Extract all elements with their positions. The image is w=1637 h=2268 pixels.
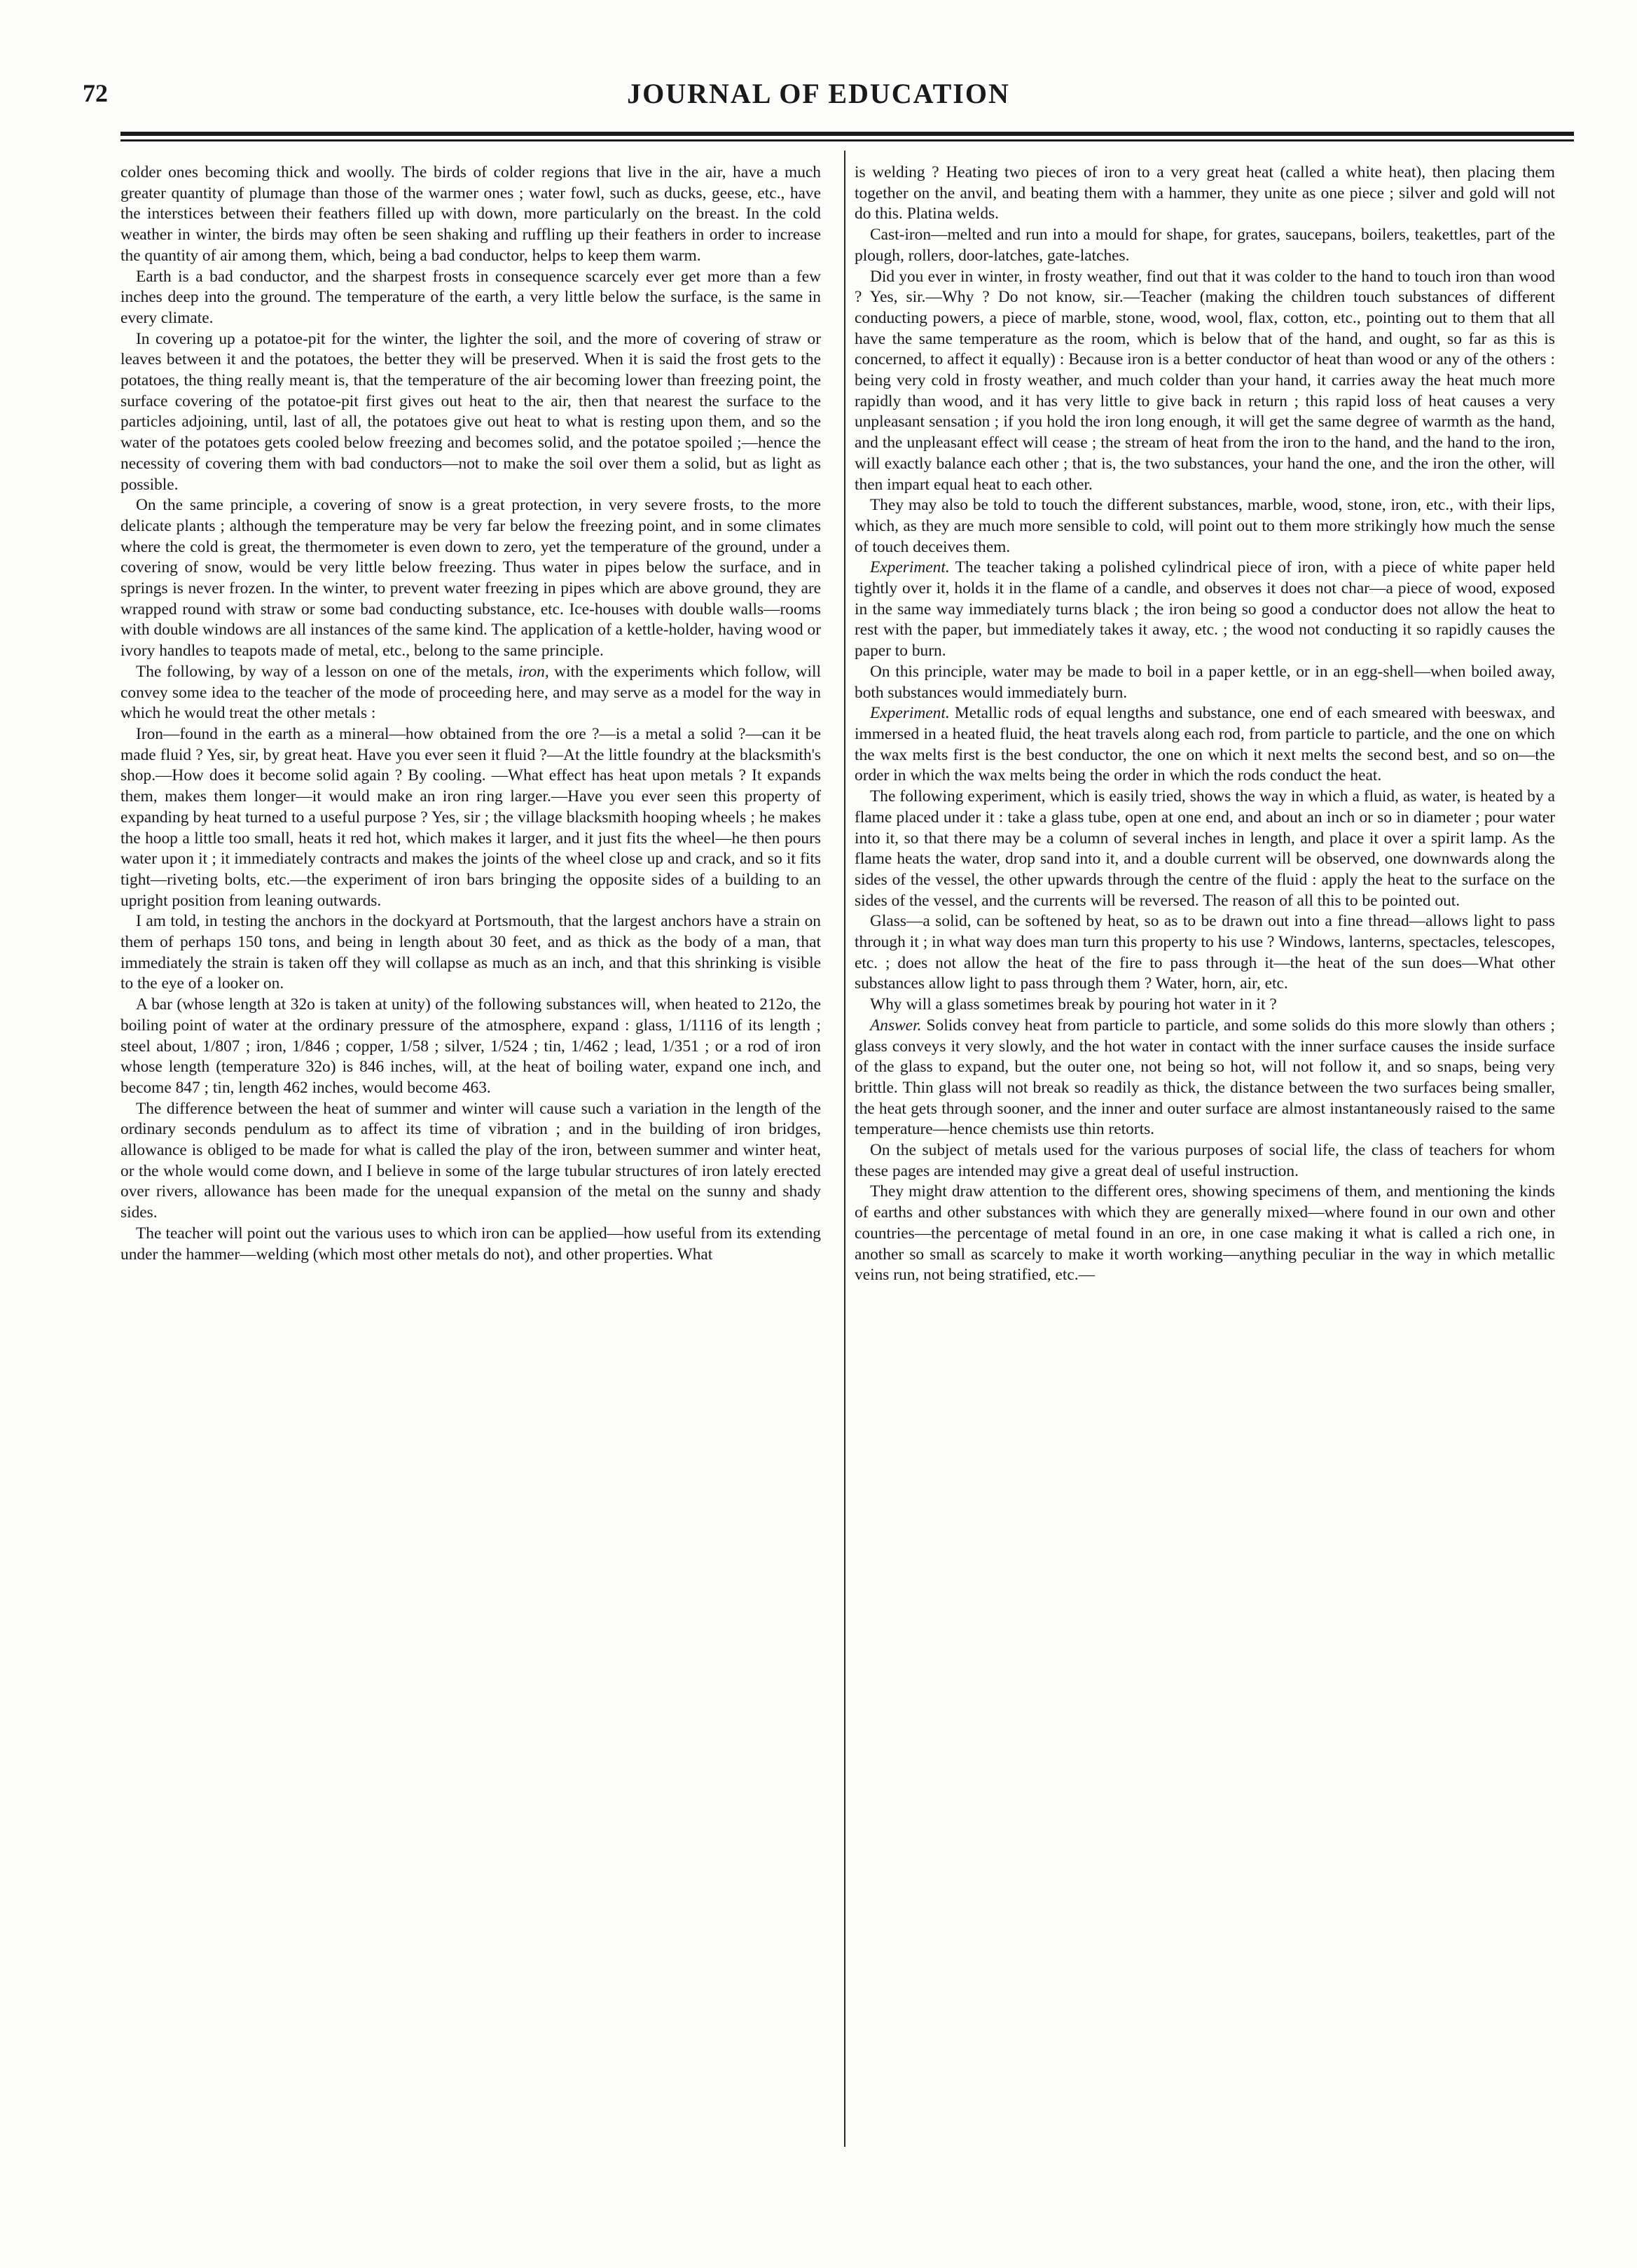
paragraph-text: The following, by way of a lesson on one of the metals, (136, 662, 518, 681)
italic-term: iron, (518, 662, 549, 681)
paragraph: On the same principle, a covering of snow is a great protection, in very severe frosts, to the more delicate plants ; although the temperature may be very far below the freezing point, and in some climates where the cold is great, the thermometer is even down to zero, yet the temperature of the ground, under a covering of snow, would be very little below freezing. Thus water in pipes below the surface, and in springs is never frozen. In the winter, to prevent water freezing in pipes which are above ground, they are wrapped round with straw or some bad conducting substance, etc. Ice-houses with double walls—rooms with double windows are all instances of the same kind. The application of a kettle-holder, having wood or ivory handles to teapots made of metal, etc., belong to the same principle. (120, 496, 821, 661)
running-title: JOURNAL OF EDUCATION (627, 78, 1010, 109)
paragraph: The difference between the heat of summer and winter will cause such a variation in the length of the ordinary seconds pendulum as to affect its time of vibration ; and in the building of iron bridges, allowance is obliged to be made for what is called the play of the iron, between summer and winter heat, or the whole would come down, and I believe in some of the large tubular structures of iron lately erected over rivers, allowance has been made for the unequal expansion of the metal on the sunny and shady sides. (120, 1099, 821, 1222)
paragraph (855, 558, 1555, 662)
paragraph: Why will a glass sometimes break by pouring hot water in it ? (870, 995, 1277, 1014)
paragraph (855, 1016, 1555, 1140)
paragraph: Cast-iron—melted and run into a mould for shape, for grates, saucepans, boilers, teakettles, part of the plough, rollers, door-latches, gate-latches. (855, 226, 1555, 265)
paragraph: A bar (whose length at 32o is taken at unity) of the following substances will, when heated to 212o, the boiling point of water at the ordinary pressure of the atmosphere, expand : glass, 1/1116 of its length ; steel about, 1/807 ; iron, 1/846 ; copper, 1/58 ; silver, 1/524 ; tin, 1/462 ; lead, 1/351 ; or a rod of iron whose length (temperature 32o) is 846 inches, will, at the heat of boiling water, expand one inch, and become 847 ; tin, length 462 inches, would become 463. (120, 995, 821, 1097)
italic-term: Answer. (870, 1016, 922, 1035)
paragraph: Earth is a bad conductor, and the sharpest frosts in consequence scarcely ever get more than a few inches deep into the ground. The temperature of the earth, a very little below the surface, is the same in every climate. (120, 267, 821, 327)
paragraph: is welding ? Heating two pieces of iron to a very great heat (called a white heat), then placing them together on the anvil, and beating them with a hammer, they unite as one piece ; silver and gold will not do this. Platina welds. (855, 163, 1555, 223)
paragraph: colder ones becoming thick and woolly. The birds of colder regions that live in the air, have a much greater quantity of plumage than those of the warmer ones ; water fowl, such as ducks, geese, etc., have the interstices between their feathers filled up with down, more particularly on the breast. In the cold weather in winter, the birds may often be seen shaking and ruffling up their feathers in order to increase the quantity of air among them, which, being a bad conductor, helps to keep them warm. (120, 163, 821, 265)
right-column (855, 163, 1555, 1286)
italic-term: Experiment. (870, 704, 950, 723)
italic-term: Experiment. (870, 558, 950, 577)
paragraph: Glass—a solid, can be softened by heat, so as to be drawn out into a fine thread—allows light to pass through it ; in what way does man turn this property to his use ? Windows, lanterns, spectacles, telescopes, etc. ; does not allow the heat of the fire to pass through it—the heat of the sun does—What other substances allow light to pass through them ? Water, horn, air, etc. (855, 912, 1555, 993)
paragraph: On this principle, water may be made to boil in a paper kettle, or in an egg-shell—when boiled away, both substances would immediately burn. (855, 662, 1555, 702)
left-column (120, 163, 821, 1265)
paragraph-text: Solids convey heat from particle to particle, and some solids do this more slowly than others ; glass conveys it very slowly, and the hot water in contact with the inner surface causes the inside surface of the glass to expand, but the outer one, not being so hot, will not follow it, and so snaps, being very brittle. Thin glass will not break so readily as thick, the distance between the two surfaces being smaller, the heat gets through sooner, and the inner and outer surface are almost instantaneously raised to the same temperature—hence chemists use thin retorts. (855, 1016, 1555, 1139)
paragraph (855, 703, 1555, 787)
paragraph-text: The teacher taking a polished cylindrical piece of iron, with a piece of white paper held tightly over it, holds it in the flame of a candle, and observes it does not char—a piece of wood, exposed in the same way immediately turns black ; the iron being so good a conductor does not allow the heat to rest with the paper, but immediately takes it away, etc. ; the wood not conducting it so rapidly causes the paper to burn. (855, 558, 1555, 661)
header-rule-thin (120, 139, 1574, 141)
paragraph-text: with the experiments which follow, will convey some idea to the teacher of the mode of proceeding here, and may serve as a model for the way in which he would treat the other metals : (120, 662, 821, 723)
paragraph: They may also be told to touch the different substances, marble, wood, stone, iron, etc., with their lips, which, as they are much more sensible to cold, will point out to them more strikingly how much the sense of touch deceives them. (855, 496, 1555, 556)
column-divider (844, 151, 845, 2147)
paragraph: The teacher will point out the various uses to which iron can be applied—how useful from its extending under the hammer—welding (which most other metals do not), and other properties. What (120, 1224, 821, 1264)
paragraph: The following experiment, which is easily tried, shows the way in which a fluid, as water, is heated by a flame placed under it : take a glass tube, open at one end, and about an inch or so in diameter ; pour water into it, so that there may be a column of several inches in length, and place it over a spirit lamp. As the flame heats the water, drop sand into it, and a double current will be observed, one downwards along the sides of the vessel, the other upwards through the centre of the fluid : apply the heat to the surface on the sides of the vessel, and the currents will be reversed. The reason of all this to be pointed out. (855, 787, 1555, 910)
page-number: 72 (83, 79, 108, 107)
paragraph: They might draw attention to the different ores, showing specimens of them, and mentioning the kinds of earths and other substances with which they are generally mixed—where found in our own and other countries—the percentage of metal found in an ore, in one case making it what is called a rich one, in another so small as scarcely to make it worth working—anything peculiar in the way in which metallic veins run, not being stratified, etc.— (855, 1182, 1555, 1285)
paragraph: In covering up a potatoe-pit for the winter, the lighter the soil, and the more of covering of straw or leaves between it and the potatoes, the better they will be preserved. When it is said the frost gets to the potatoes, the thing really meant is, that the temperature of the air becoming lower than freezing point, the surface covering of the potatoe-pit first gives out heat to the air, then that nearest the surface to the particles adjoining, until, last of all, the potatoes give out heat to what is resting upon them, and so the water of the potatoes gets cooled below freezing and becomes solid, and the potatoe spoiled ;—hence the necessity of covering them with bad conductors—not to make the soil over them a solid, but as light as possible. (120, 329, 821, 494)
paragraph: On the subject of metals used for the various purposes of social life, the class of teachers for whom these pages are intended may give a great deal of useful instruction. (855, 1141, 1555, 1180)
paragraph: Iron—found in the earth as a mineral—how obtained from the ore ?—is a metal a solid ?—can it be made fluid ? Yes, sir, by great heat. Have you ever seen it fluid ?—At the little foundry at the blacksmith's shop.—How does it become solid again ? By cooling. —What effect has heat upon metals ? It expands them, makes them longer—it would make an iron ring larger.—Have you ever seen this property of expanding by heat turned to a useful purpose ? Yes, sir ; the village blacksmith hooping wheels ; he makes the hoop a little too small, heats it red hot, which makes it larger, and it just fits the wheel—he then pours water upon it ; it immediately contracts and makes the joints of the wheel close up and crack, and so it fits tight—riveting bolts, etc.—the experiment of iron bars bringing the opposite sides of a building to an upright position from leaning outwards. (120, 724, 821, 910)
header-rule-thick (120, 132, 1574, 136)
paragraph: I am told, in testing the anchors in the dockyard at Portsmouth, that the largest anchors have a strain on them of perhaps 150 tons, and being in length about 30 feet, and as thick as the body of a man, that immediately the strain is taken off they will collapse as much as an inch, and that this shrinking is visible to the eye of a looker on. (120, 912, 821, 993)
paragraph-text: Metallic rods of equal lengths and substance, one end of each smeared with beeswax, and immersed in a heated fluid, the heat travels along each rod, from particle to particle, and the one on which the wax melts first is the best conductor, the one on which it next melts the second best, and so on—the order in which the wax melts being the order in which the rods conduct the heat. (855, 704, 1555, 785)
paragraph: Did you ever in winter, in frosty weather, find out that it was colder to the hand to touch iron than wood ? Yes, sir.—Why ? Do not know, sir.—Teacher (making the children touch substances of different conducting powers, a piece of marble, stone, wood, wool, flax, cotton, etc., pointing out to them that all have the same temperature as the room, which is below that of the hand, and ought, so far as this is concerned, to affect it equally) : Because iron is a better conductor of heat than wood or any of the others : being very cold in frosty weather, and much colder than your hand, it carries away the heat much more rapidly than wood, and it has very little to give back in return ; this rapid loss of heat causes a very unpleasant sensation ; if you hold the iron long enough, it will get the same degree of warmth as the hand, and the unpleasant effect will cease ; the stream of heat from the iron to the hand, and the hand to the iron, will exactly balance each other ; that is, the two substances, your hand the one, and the iron the other, will then impart equal heat to each other. (855, 267, 1555, 494)
paragraph (120, 662, 821, 724)
